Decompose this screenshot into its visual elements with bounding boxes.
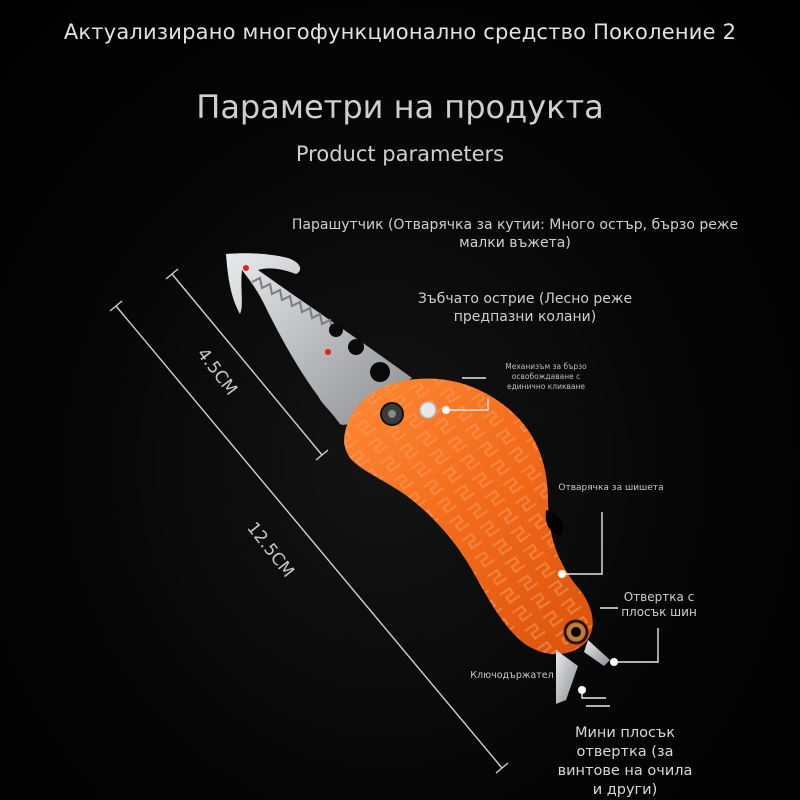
callout-bottle-opener: Отварячка за шишета [558,483,664,493]
callout-mini-screwdriver: Мини плосък отвертка (за винтове на очила и други) [557,725,693,798]
title-english: Product parameters [295,142,505,166]
dimension-label-blade: 4.5CM [192,344,241,400]
page-heading: Актуализирано многофункционално средство Поколение 2 [63,20,737,44]
callout-hook-cutter: Парашутчик (Отварячка за кутии: Много остър, бързо реже малки въжета) [291,217,739,252]
marker-hook [243,265,249,271]
marker-serration [325,349,331,355]
callout-keyring: Ключодържател [470,670,554,681]
callout-serrated-edge: Зъбчато острие (Лесно реже предпазни колани) [417,291,633,326]
callout-flat-screwdriver: Отвертка с плосък шин [621,590,697,619]
dimension-label-total: 12.5CM [242,518,298,582]
title-bulgarian: Параметри на продукта [196,88,604,126]
callout-quick-release: Механизъм за бързо освобождаване с единично кликване [505,362,587,392]
handle [344,378,593,654]
